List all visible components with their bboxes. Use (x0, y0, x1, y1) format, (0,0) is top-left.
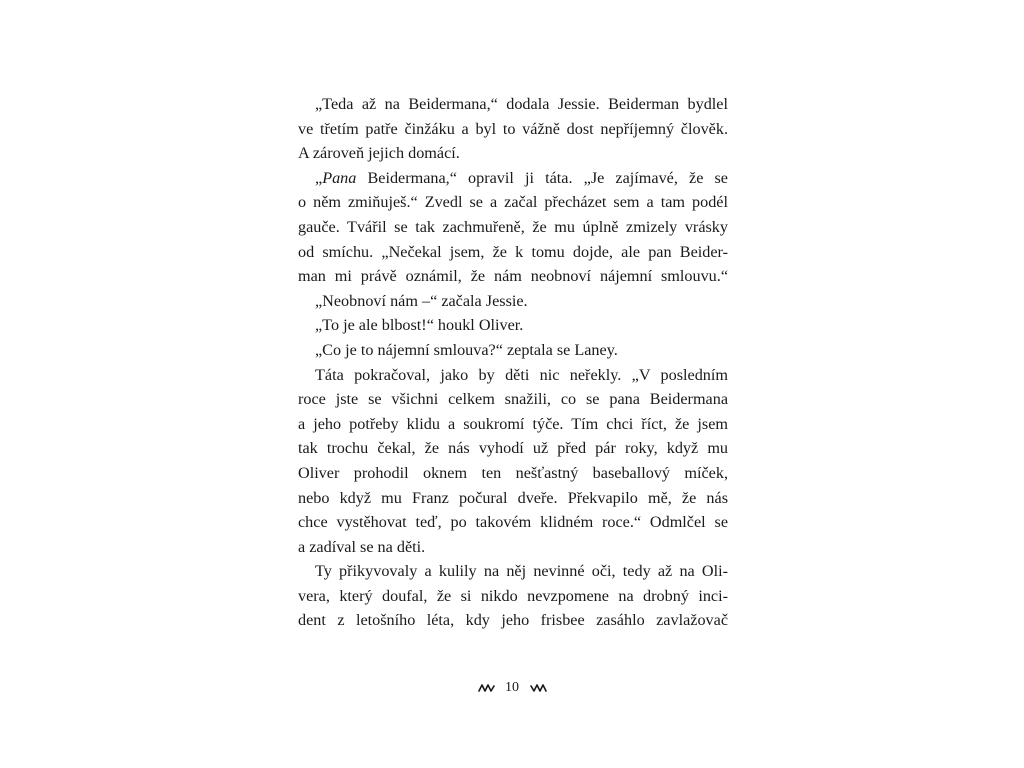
text-line: a zadíval se na děti. (298, 537, 426, 556)
text-line: vera, který doufal, že si nikdo nevzpomene na drobný inci- (298, 586, 728, 605)
line-text: Beidermana,“ opravil ji táta. „Je zajímavé, že se (356, 168, 728, 187)
page-number: 10 (505, 680, 519, 695)
text-line: „Co je to nájemní smlouva?“ zeptala se Laney. (315, 340, 618, 359)
text-line: dent z letošního léta, kdy jeho frisbee zasáhlo zavlažovač (298, 611, 728, 630)
text-line: „Neobnoví nám –“ začala Jessie. (315, 291, 528, 310)
text-line: „To je ale blbost!“ houkl Oliver. (315, 316, 524, 335)
text-line: tak trochu čekal, že nás vyhodí už před pár roky, když mu (298, 439, 728, 458)
left-ornament-icon (478, 683, 496, 693)
text-line: o něm zmiňuješ.“ Zvedl se a začal přecházet sem a tam podél (298, 193, 728, 212)
text-line (298, 166, 728, 191)
page-footer (0, 678, 1024, 698)
text-line: a jeho potřeby klidu a soukromí týče. Tím chci říct, že jsem (298, 414, 728, 433)
text-line: od smíchu. „Nečekal jsem, že k tomu dojde, ale pan Beider- (298, 242, 728, 261)
text-line: chce vystěhovat teď, po takovém klidném roce.“ Odmlčel se (298, 513, 728, 532)
text-line: nebo když mu Franz počural dveře. Překvapilo mě, že nás (298, 488, 728, 507)
text-line: Ty přikyvovaly a kulily na něj nevinné oči, tedy až na Oli- (315, 562, 728, 581)
line-prefix: „ (315, 168, 323, 187)
text-line: A zároveň jejich domácí. (298, 144, 460, 163)
text-line: Táta pokračoval, jako by děti nic neřekly. „V posledním (315, 365, 728, 384)
text-line: Oliver prohodil oknem ten nešťastný baseballový míček, (298, 463, 728, 482)
text-line: „Teda až na Beidermana,“ dodala Jessie. Beiderman bydlel (315, 95, 728, 113)
body-text (298, 92, 728, 633)
italic-word: Pana (322, 168, 357, 187)
right-ornament-icon (529, 683, 547, 693)
text-line: man mi právě oznámil, že nám neobnoví nájemní smlouvu.“ (298, 267, 728, 286)
text-line: gauče. Tvářil se tak zachmuřeně, že mu úplně zmizely vrásky (298, 217, 728, 236)
text-line: ve třetím patře činžáku a byl to vážně dost nepříjemný člověk. (298, 119, 728, 138)
text-line: roce jste se všichni celkem snažili, co se pana Beidermana (298, 390, 728, 409)
